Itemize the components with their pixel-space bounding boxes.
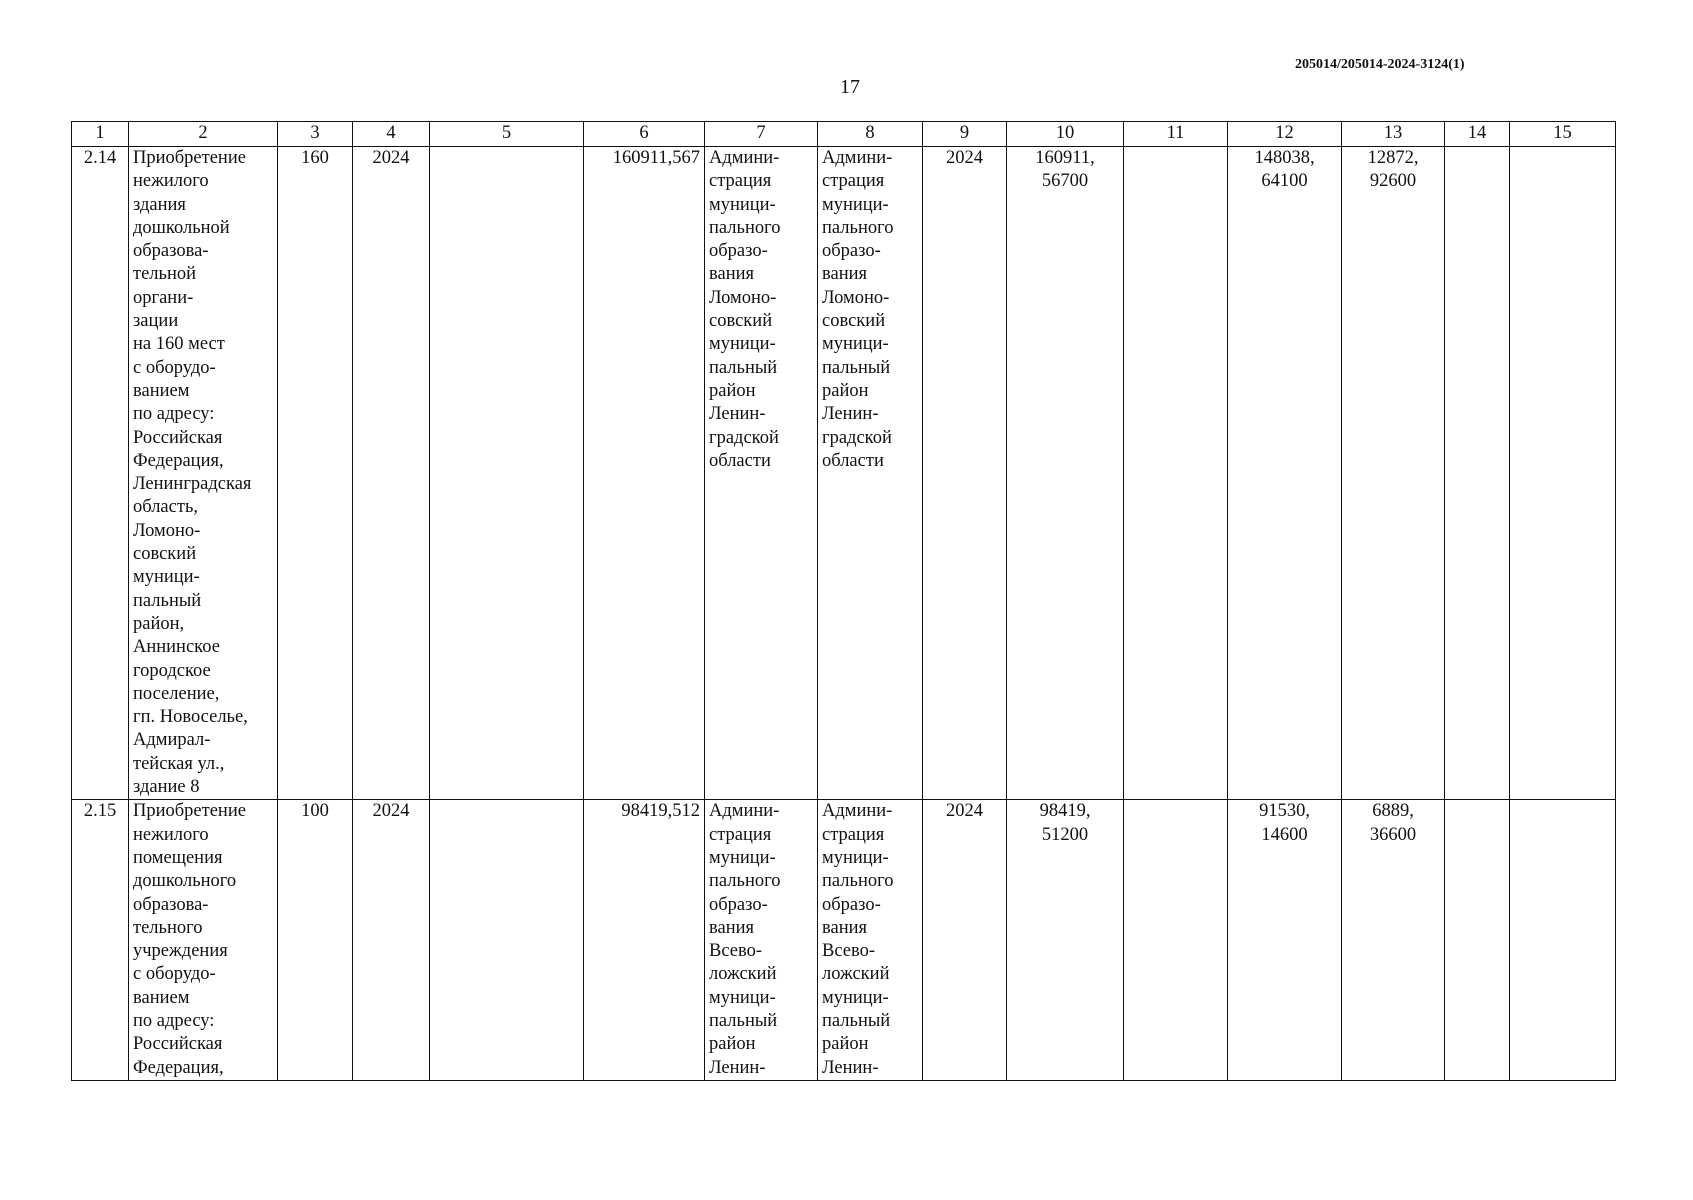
recipient-cell: Админи- страция муници- пального образо- вания Всево- ложский муници- пальный район Ленин-: [818, 800, 923, 1081]
data-table: [71, 121, 1616, 1081]
federal-amount-cell: 91530, 14600: [1228, 800, 1342, 1081]
empty-cell: [430, 147, 584, 800]
year-cell: 2024: [923, 800, 1007, 1081]
column-number: 3: [278, 122, 353, 147]
recipient-cell: Админи- страция муници- пального образо- вания Ломоно- совский муници- пальный район Ленин- градской области: [818, 147, 923, 800]
empty-cell: [430, 800, 584, 1081]
total-amount-cell: 160911, 56700: [1007, 147, 1124, 800]
item-number: 2.15: [72, 800, 129, 1081]
empty-cell: [1124, 800, 1228, 1081]
item-description: Приобретение нежилого помещения дошкольного образова- тельного учреждения с оборудо- ванием по адресу: Российская Федерация,: [129, 800, 278, 1081]
customer-cell: Админи- страция муници- пального образо- вания Всево- ложский муници- пальный район Ленин-: [705, 800, 818, 1081]
year-cell: 2024: [923, 147, 1007, 800]
empty-cell: [1445, 800, 1510, 1081]
column-number: 2: [129, 122, 278, 147]
table-row: [72, 800, 1616, 1081]
cost-cell: 98419,512: [584, 800, 705, 1081]
regional-amount-cell: 6889, 36600: [1342, 800, 1445, 1081]
customer-cell: Админи- страция муници- пального образо- вания Ломоно- совский муници- пальный район Ленин- градской области: [705, 147, 818, 800]
column-number: 10: [1007, 122, 1124, 147]
column-number: 8: [818, 122, 923, 147]
regional-amount-cell: 12872, 92600: [1342, 147, 1445, 800]
total-amount-cell: 98419, 51200: [1007, 800, 1124, 1081]
federal-amount-cell: 148038, 64100: [1228, 147, 1342, 800]
empty-cell: [1510, 147, 1616, 800]
empty-cell: [1510, 800, 1616, 1081]
column-number: 5: [430, 122, 584, 147]
column-number: 13: [1342, 122, 1445, 147]
page-number: 17: [840, 76, 860, 98]
column-number: 15: [1510, 122, 1616, 147]
empty-cell: [1445, 147, 1510, 800]
column-number: 7: [705, 122, 818, 147]
item-description: Приобретение нежилого здания дошкольной образова- тельной органи- зации на 160 мест с оборудо- ванием по адресу: Российская Федерация, Ленинградская область, Ломоно- совский муници- пальный район, Аннинское городское поселение, гп. Новоселье, Адмирал- тейская ул., здание 8: [129, 147, 278, 800]
document-id: 205014/205014-2024-3124(1): [1295, 57, 1465, 72]
year-cell: 2024: [353, 800, 430, 1081]
column-number: 9: [923, 122, 1007, 147]
table-row: [72, 147, 1616, 800]
column-number: 12: [1228, 122, 1342, 147]
column-number: 6: [584, 122, 705, 147]
capacity-cell: 160: [278, 147, 353, 800]
column-number: 1: [72, 122, 129, 147]
cost-cell: 160911,567: [584, 147, 705, 800]
column-number-row: [72, 122, 1616, 147]
empty-cell: [1124, 147, 1228, 800]
capacity-cell: 100: [278, 800, 353, 1081]
column-number: 4: [353, 122, 430, 147]
year-cell: 2024: [353, 147, 430, 800]
column-number: 14: [1445, 122, 1510, 147]
item-number: 2.14: [72, 147, 129, 800]
column-number: 11: [1124, 122, 1228, 147]
